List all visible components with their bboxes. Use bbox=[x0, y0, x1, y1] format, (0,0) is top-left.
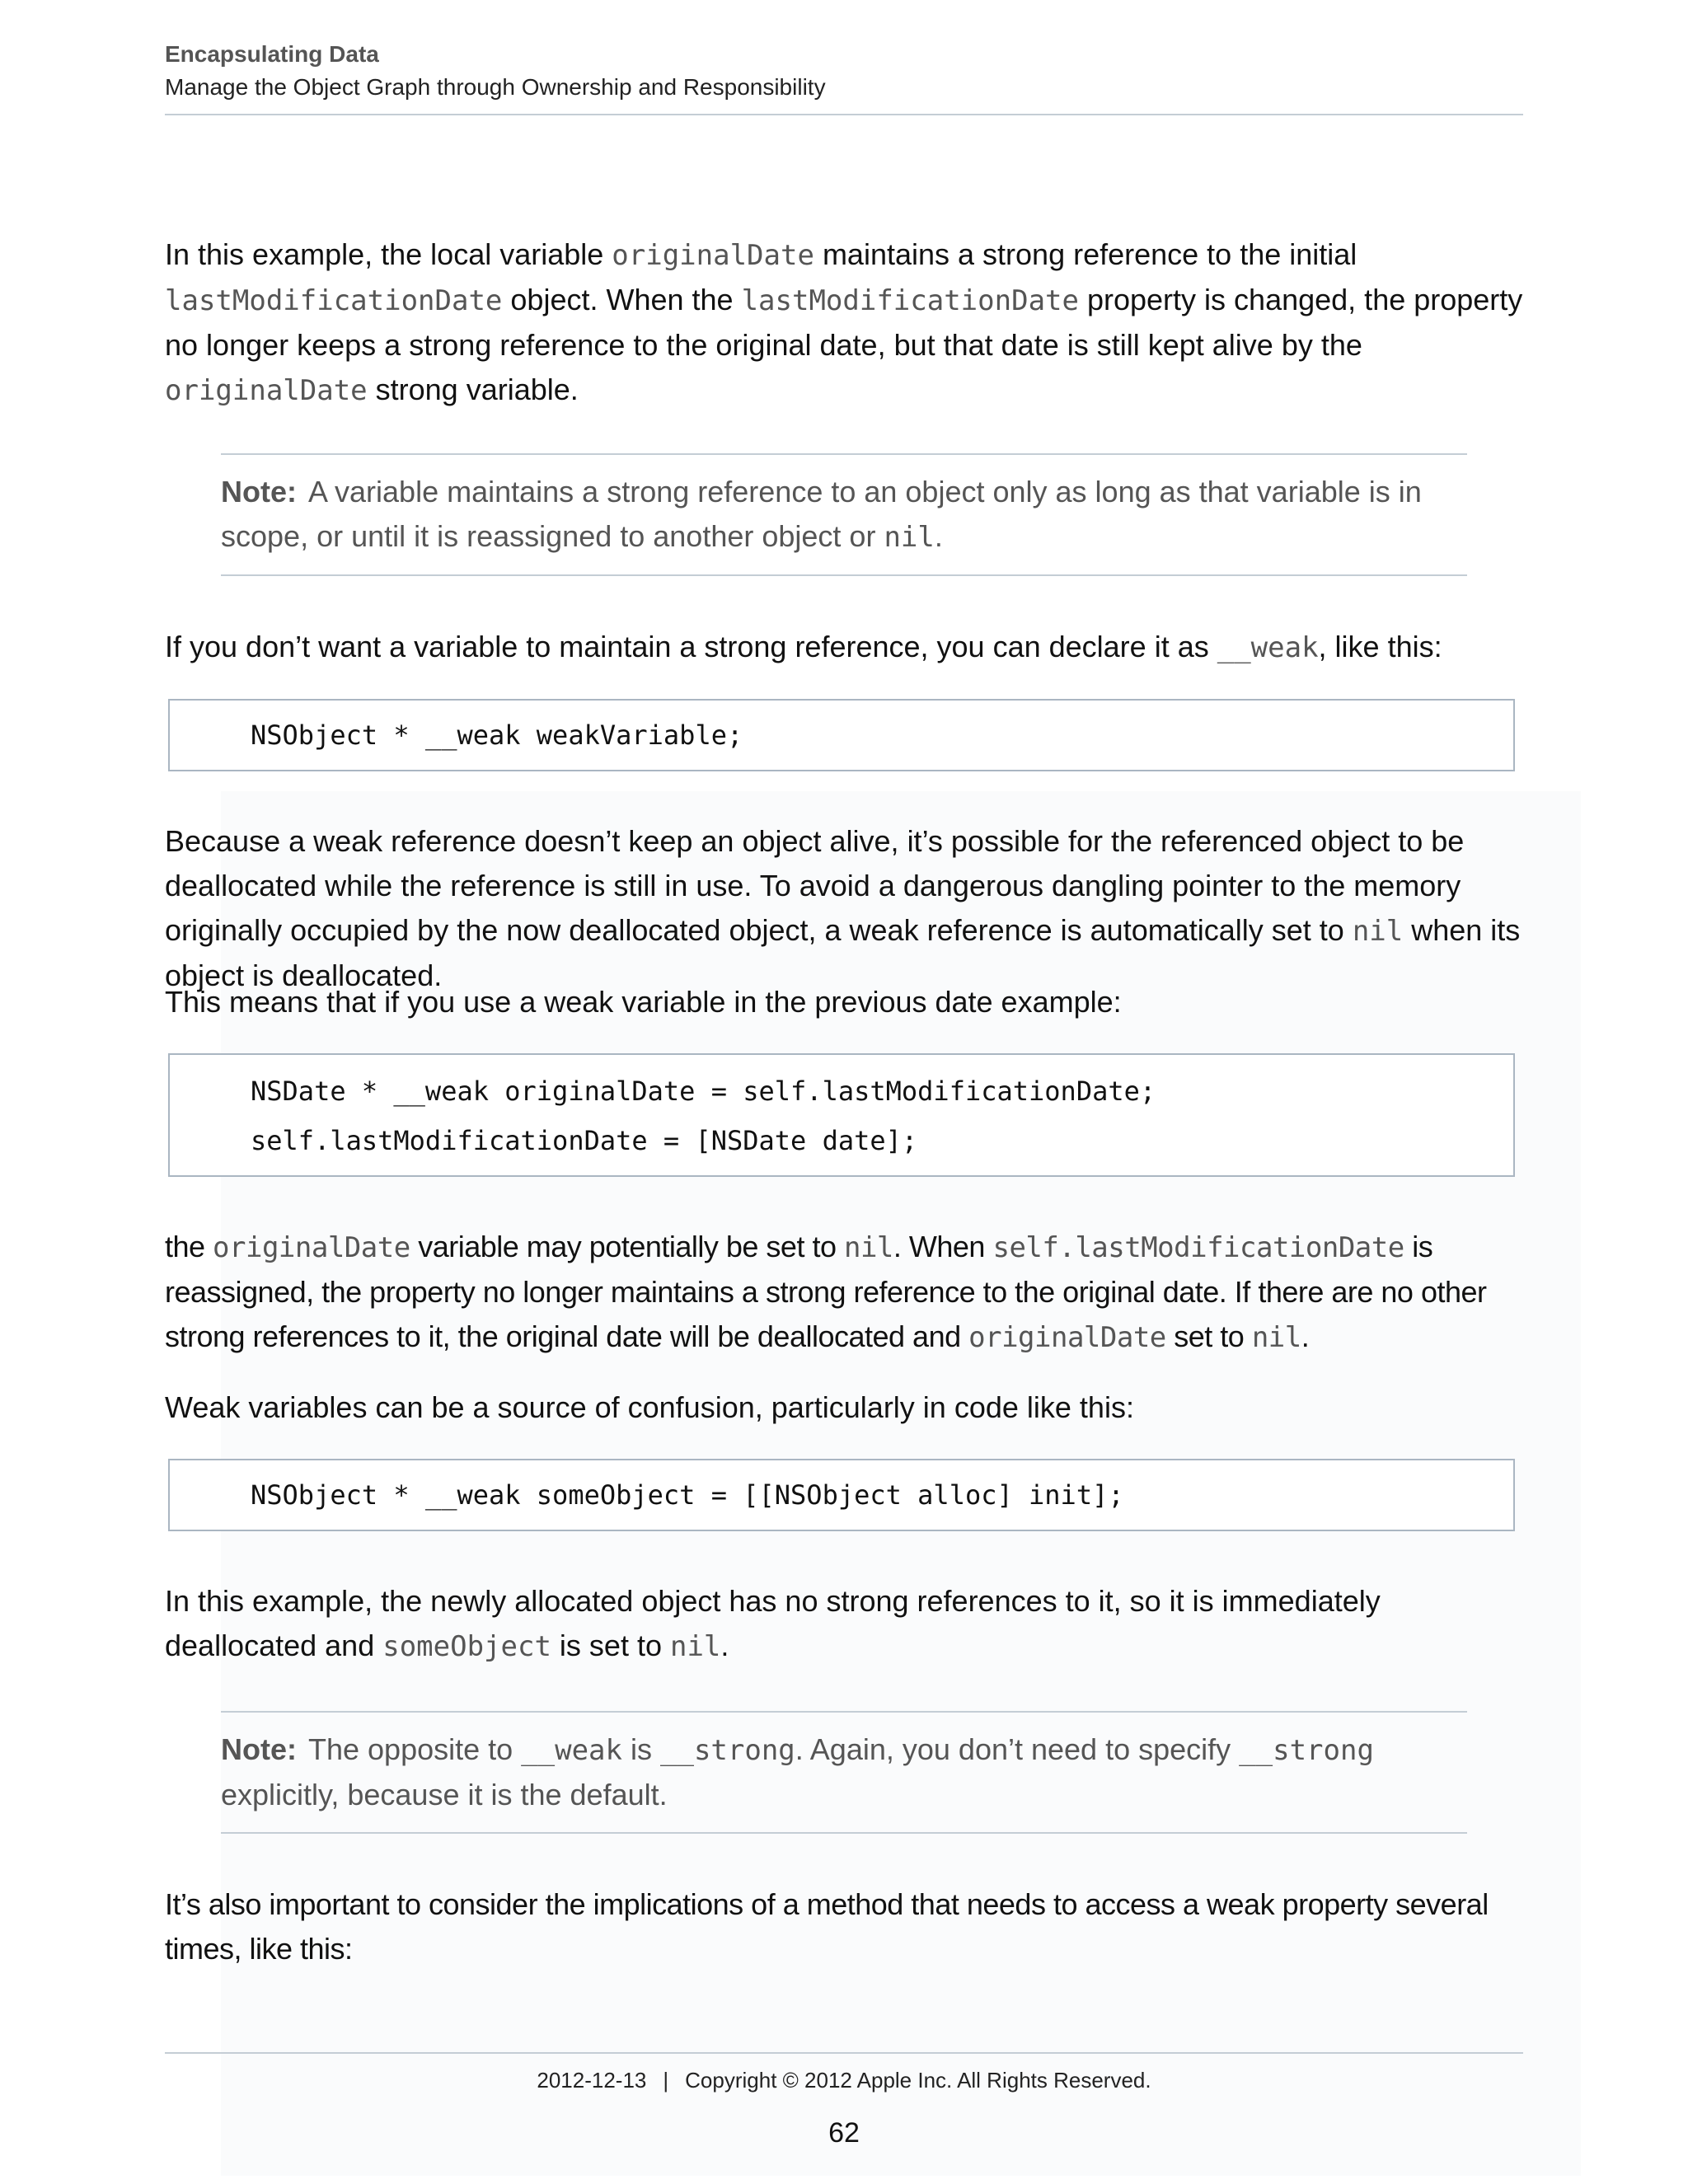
inline-code: someObject bbox=[382, 1630, 551, 1663]
text: set to bbox=[1165, 1319, 1252, 1353]
inline-code: originalDate bbox=[612, 239, 814, 272]
note-bottom-rule bbox=[221, 574, 1467, 576]
header-divider bbox=[165, 114, 1523, 115]
inline-code: __weak bbox=[521, 1734, 622, 1767]
paragraph-7 bbox=[165, 1579, 1525, 1669]
text: when its object is deallocated. bbox=[165, 913, 1521, 992]
code-line: NSObject * __weak weakVariable; bbox=[251, 719, 743, 751]
text: This means that if you use a weak variable in the previous date example: bbox=[165, 985, 1122, 1019]
inline-code: lastModificationDate bbox=[741, 284, 1079, 317]
inline-code: __weak bbox=[1217, 631, 1319, 664]
inline-code: originalDate bbox=[213, 1231, 410, 1264]
text: . bbox=[1301, 1319, 1310, 1353]
paragraph-4 bbox=[165, 980, 1525, 1024]
paragraph-5 bbox=[165, 1225, 1525, 1360]
text: explicitly, because it is the default. bbox=[221, 1778, 668, 1811]
text: If you don’t want a variable to maintain a strong reference, you can declare it as bbox=[165, 630, 1217, 663]
paragraph-2 bbox=[165, 625, 1525, 670]
code-line: NSDate * __weak originalDate = self.lastModificationDate; bbox=[251, 1076, 1156, 1107]
code-block-3 bbox=[168, 1459, 1515, 1531]
text: . bbox=[934, 519, 943, 553]
text: It’s also important to consider the implications of a method that needs to access a weak property several times, like this: bbox=[165, 1887, 1489, 1966]
paragraph-1 bbox=[165, 232, 1525, 413]
text: maintains a strong reference to the initial bbox=[814, 237, 1357, 271]
footer-separator: | bbox=[663, 2068, 669, 2093]
note-text bbox=[221, 1713, 1467, 1832]
text: , like this: bbox=[1318, 630, 1442, 663]
text: is reassigned, the property no longer maintains a strong reference to the original date. If there are no other strong references to it, the original date will be deallocated and bbox=[165, 1230, 1487, 1353]
paragraph-8 bbox=[165, 1882, 1525, 1971]
footer-copyright: Copyright © 2012 Apple Inc. All Rights Reserved. bbox=[685, 2068, 1151, 2093]
inline-code: nil bbox=[1251, 1321, 1301, 1354]
footer-date: 2012-12-13 bbox=[537, 2068, 647, 2093]
note-box-1 bbox=[221, 453, 1467, 576]
text: The opposite to bbox=[308, 1732, 522, 1766]
inline-code: originalDate bbox=[165, 374, 368, 407]
text: property is changed, the property no longer keeps a strong reference to the original date, but that date is still kept alive by the bbox=[165, 283, 1523, 362]
chapter-title: Encapsulating Data bbox=[165, 41, 379, 67]
text: A variable maintains a strong reference to an object only as long as that variable is in scope, or until it is reassigned to another object or bbox=[221, 475, 1422, 553]
text: is set to bbox=[551, 1629, 670, 1662]
section-title: Manage the Object Graph through Ownership and Responsibility bbox=[165, 74, 826, 100]
page-number: 62 bbox=[828, 2117, 860, 2149]
inline-code: nil bbox=[1352, 915, 1404, 948]
text: In this example, the newly allocated object has no strong references to it, so it is immediately deallocated and bbox=[165, 1584, 1381, 1662]
paragraph-6 bbox=[165, 1385, 1525, 1430]
code-line: self.lastModificationDate = [NSDate date]; bbox=[251, 1125, 918, 1156]
inline-code: __strong bbox=[660, 1734, 795, 1767]
inline-code: self.lastModificationDate bbox=[992, 1231, 1404, 1264]
text: . Again, you don’t need to specify bbox=[795, 1732, 1240, 1766]
inline-code: nil bbox=[884, 521, 935, 554]
inline-code: originalDate bbox=[968, 1321, 1166, 1354]
inline-code: nil bbox=[669, 1630, 721, 1663]
code-line: NSObject * __weak someObject = [[NSObject alloc] init]; bbox=[251, 1479, 1124, 1511]
note-label: Note: bbox=[221, 1732, 297, 1766]
running-header bbox=[165, 38, 1523, 104]
text: Weak variables can be a source of confusion, particularly in code like this: bbox=[165, 1390, 1134, 1424]
inline-code: __strong bbox=[1239, 1734, 1374, 1767]
text: Because a weak reference doesn’t keep an object alive, it’s possible for the referenced object to be deallocated while the reference is still in use. To avoid a dangerous dangling pointer to the memory originally occupied by the now deallocated object, a weak reference is automatically set to bbox=[165, 824, 1465, 947]
inline-code: nil bbox=[843, 1231, 893, 1264]
text: . bbox=[720, 1629, 729, 1662]
inline-code: lastModificationDate bbox=[165, 284, 503, 317]
text: . When bbox=[893, 1230, 993, 1263]
code-block-1 bbox=[168, 699, 1515, 771]
text: In this example, the local variable bbox=[165, 237, 612, 271]
text: variable may potentially be set to bbox=[410, 1230, 844, 1263]
note-bottom-rule bbox=[221, 1832, 1467, 1834]
text: the bbox=[165, 1230, 213, 1263]
note-box-2 bbox=[221, 1711, 1467, 1834]
footer-line bbox=[165, 2065, 1523, 2095]
footer-divider bbox=[165, 2052, 1523, 2054]
paragraph-3 bbox=[165, 819, 1525, 998]
code-block-2 bbox=[168, 1053, 1515, 1177]
text: strong variable. bbox=[367, 373, 579, 406]
text: object. When the bbox=[502, 283, 742, 316]
note-text bbox=[221, 455, 1467, 574]
text: is bbox=[622, 1732, 661, 1766]
note-label: Note: bbox=[221, 475, 297, 509]
